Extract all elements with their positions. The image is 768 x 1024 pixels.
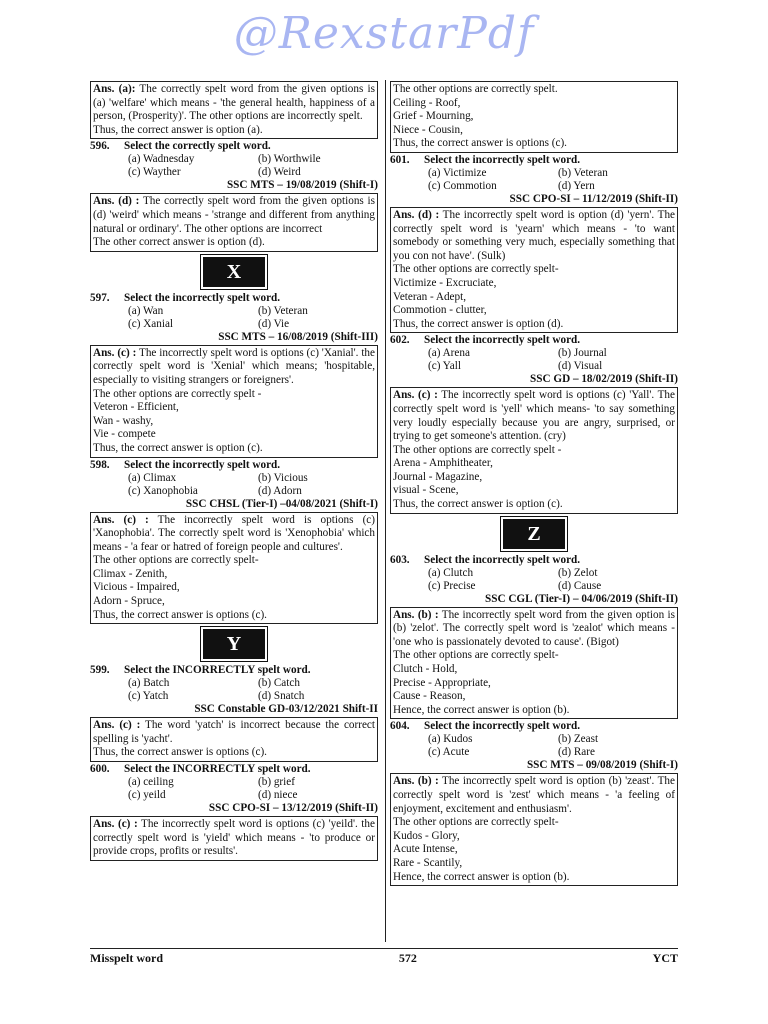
footer-chapter: Misspelt word [90, 951, 163, 965]
option-d[interactable]: (d) Rare [558, 746, 595, 759]
question-number: 602. [390, 334, 410, 347]
page-number: 572 [398, 951, 417, 965]
answer-line: Vicious - Impaired, [93, 581, 180, 594]
answer-601 [390, 207, 678, 333]
question-stem: Select the incorrectly spelt word. [124, 291, 281, 304]
answer-line: Rare - Scantily, [393, 856, 463, 869]
column-divider [385, 80, 386, 942]
answer-602 [390, 387, 678, 513]
answer-line: Precise - Appropriate, [393, 676, 491, 689]
option-c[interactable]: (c) Yatch [128, 690, 169, 703]
answer-line: The other options are correctly spelt - [393, 443, 562, 456]
answer-596 [90, 193, 378, 251]
question-603 [390, 554, 678, 606]
answer-598 [90, 512, 378, 625]
option-a[interactable]: (a) Wadnesday [128, 153, 195, 166]
answer-line: Clutch - Hold, [393, 663, 458, 676]
answer-line: Journal - Magazine, [393, 470, 483, 483]
answer-line: The other options are correctly spelt- [393, 649, 559, 662]
option-d[interactable]: (d) Yern [558, 179, 595, 192]
option-c[interactable]: (c) yeild [128, 789, 166, 802]
question-597 [90, 292, 378, 344]
answer-lead: Ans. (d) : [393, 208, 440, 221]
answer-line: Climax - Zenith, [93, 567, 168, 580]
section-letter-x: X [201, 255, 267, 289]
answer-line: Cause - Reason, [393, 690, 466, 703]
answer-line: Victimize - Excruciate, [393, 276, 497, 289]
question-stem: Select the incorrectly spelt word. [124, 458, 281, 471]
option-d[interactable]: (d) Snatch [258, 690, 305, 703]
answer-line: Vie - compete [93, 428, 156, 441]
option-c[interactable]: (c) Wayther [128, 166, 181, 179]
answer-line: Grief - Mourning, [393, 110, 474, 123]
question-source: SSC CPO-SI – 13/12/2019 (Shift-II) [208, 802, 378, 815]
question-source: SSC GD – 18/02/2019 (Shift-II) [530, 373, 678, 386]
section-letter-y: Y [201, 627, 267, 661]
question-source: SSC CPO-SI – 11/12/2019 (Shift-II) [509, 192, 678, 205]
question-number: 604. [390, 720, 410, 733]
question-stem: Select the incorrectly spelt word. [424, 720, 581, 733]
answer-body: The incorrectly spelt word from the given option is (b) 'zelot'. The correctly spelt word is 'zealot' which means - 'one who is passionately devoted to cause'. (Bigot) [393, 608, 675, 648]
question-stem: Select the incorrectly spelt word. [424, 553, 581, 566]
option-c[interactable]: (c) Acute [428, 746, 470, 759]
answer-line: visual - Scene, [393, 484, 459, 497]
answer-lead: Ans. (c) : [93, 818, 138, 831]
section-letter-z: Z [501, 517, 567, 551]
question-stem: Select the correctly spelt word. [124, 140, 271, 153]
question-source: SSC CGL (Tier-I) – 04/06/2019 (Shift-II) [485, 592, 678, 605]
answer-conclusion: Thus, the correct answer is option (c). [93, 441, 263, 454]
answer-lead: Ans. (c) : [393, 389, 438, 402]
option-b[interactable]: (b) Vicious [258, 471, 308, 484]
answer-conclusion: Thus, the correct answer is option (d). [393, 317, 564, 330]
question-number: 603. [390, 553, 410, 566]
option-c[interactable]: (c) Xanophobia [128, 484, 198, 497]
question-source: SSC CHSL (Tier-I) –04/08/2021 (Shift-I) [185, 497, 378, 510]
answer-conclusion: The other correct answer is option (d). [93, 236, 265, 249]
option-b[interactable]: (b) Catch [258, 677, 300, 690]
answer-body: The word 'yatch' is incorrect because the correct spelling is 'yacht'. [93, 719, 375, 745]
left-column [90, 80, 378, 862]
answer-line: Commotion - clutter, [393, 304, 487, 317]
option-a[interactable]: (a) Wan [128, 304, 164, 317]
question-stem: Select the INCORRECTLY spelt word. [124, 763, 311, 776]
option-a[interactable]: (a) Clutch [428, 566, 474, 579]
answer-line: Veteron - Efficient, [93, 401, 179, 414]
question-number: 596. [90, 140, 110, 153]
footer-publisher: YCT [652, 951, 678, 965]
answer-line: Veteran - Adept, [393, 290, 467, 303]
answer-conclusion: Thus, the correct answer is options (c). [93, 608, 267, 621]
option-d[interactable]: (d) Cause [558, 579, 602, 592]
option-a[interactable]: (a) ceiling [128, 776, 174, 789]
option-d[interactable]: (d) Visual [558, 360, 603, 373]
question-stem: Select the incorrectly spelt word. [424, 153, 581, 166]
option-b[interactable]: (b) Zeast [558, 733, 599, 746]
answer-body: The incorrectly spelt word is option (b) 'zeast'. The correctly spelt word is 'zest' which means - 'a feeling of enjoyment, excitement and enthusiasm'. [393, 775, 675, 815]
answer-604 [390, 773, 678, 886]
answer-body: The incorrectly spelt word is option (d) 'yern'. The correctly spelt word is 'yearn' which means - 'to want somebody or something very much, especially something that you con not have'. (Sulk) [393, 208, 675, 262]
option-a[interactable]: (a) Batch [128, 677, 170, 690]
option-b[interactable]: (b) Veteran [258, 304, 308, 317]
option-a[interactable]: (a) Victimize [428, 166, 487, 179]
answer-conclusion: Thus, the correct answer is options (c). [93, 746, 267, 759]
option-c[interactable]: (c) Yall [428, 360, 461, 373]
question-601 [390, 154, 678, 206]
question-600 [90, 763, 378, 815]
answer-line: Acute Intense, [393, 843, 458, 856]
question-number: 601. [390, 153, 410, 166]
page-footer [90, 948, 678, 966]
answer-lead: Ans. (c) : [93, 346, 137, 359]
answer-line: Arena - Amphitheater, [393, 457, 493, 470]
answer-599 [90, 717, 378, 762]
option-d[interactable]: (d) niece [258, 789, 298, 802]
answer-597 [90, 345, 378, 458]
question-number: 600. [90, 763, 110, 776]
answer-595 [90, 81, 378, 139]
answer-lead: Ans. (c) : [93, 513, 149, 526]
option-a[interactable]: (a) Kudos [428, 733, 473, 746]
question-source: SSC MTS – 16/08/2019 (Shift-III) [218, 330, 378, 343]
option-a[interactable]: (a) Climax [128, 471, 177, 484]
answer-lead: Ans. (b) : [393, 775, 439, 788]
answer-conclusion: Thus, the correct answer is option (a). [93, 123, 263, 136]
answer-lead: Ans. (c) : [93, 719, 141, 732]
option-d[interactable]: (d) Adorn [258, 484, 302, 497]
option-c[interactable]: (c) Precise [428, 579, 476, 592]
question-stem: Select the INCORRECTLY spelt word. [124, 664, 311, 677]
answer-body: The incorrectly spelt word is options (c) 'Xanial'. the correctly spelt word is 'Xenial' which means; 'hospitable, especially to visiting strangers or foreigners'. [93, 346, 375, 386]
answer-body: The incorrectly spelt word is options (c) 'Xanophobia'. The correctly spelt word is 'Xenophobia' which means - 'a fear or hatred of foreign people and cultures'. [93, 513, 375, 553]
question-source: SSC Constable GD-03/12/2021 Shift-II [194, 703, 378, 716]
option-b[interactable]: (b) Journal [558, 347, 607, 360]
answer-lead: Ans. (a): [93, 83, 136, 95]
answer-body: The correctly spelt word from the given options is (d) 'weird' which means - 'strange and different from anything natural or ordinary'. The other options are incorrect [93, 195, 375, 235]
question-number: 597. [90, 291, 110, 304]
answer-line: Kudos - Glory, [393, 829, 460, 842]
answer-line: The other options are correctly spelt- [393, 816, 559, 829]
right-column [390, 80, 678, 887]
answer-conclusion: Hence, the correct answer is option (b). [393, 703, 570, 716]
question-source: SSC MTS – 09/08/2019 (Shift-I) [526, 759, 678, 772]
question-source: SSC MTS – 19/08/2019 (Shift-I) [226, 179, 378, 192]
answer-conclusion: Thus, the correct answer is options (c). [393, 137, 567, 150]
option-b[interactable]: (b) Zelot [558, 566, 598, 579]
answer-line: The other options are correctly spelt. [393, 83, 558, 95]
answer-lead: Ans. (b) : [393, 608, 439, 621]
answer-line: The other options are correctly spelt- [93, 554, 259, 567]
answer-body: The incorrectly spelt word is options (c) 'Yall'. The correctly spelt word is 'yell' which means- 'to say something very loudly especially because you are angry, surprised, or trying to get someone's attention. (cry) [393, 389, 675, 443]
answer-line: Niece - Cousin, [393, 123, 463, 136]
option-b[interactable]: (b) Worthwile [258, 153, 321, 166]
answer-line: Adorn - Spruce, [93, 595, 165, 608]
watermark: @RexstarPdf [233, 8, 535, 59]
question-599 [90, 664, 378, 716]
question-604 [390, 720, 678, 772]
answer-conclusion: Hence, the correct answer is option (b). [393, 870, 570, 883]
option-c[interactable]: (c) Commotion [428, 179, 497, 192]
option-d[interactable]: (d) Weird [258, 166, 301, 179]
answer-603 [390, 607, 678, 720]
question-number: 599. [90, 664, 110, 677]
answer-line: Wan - washy, [93, 414, 154, 427]
answer-line: Ceiling - Roof, [393, 96, 461, 109]
option-b[interactable]: (b) Veteran [558, 166, 608, 179]
question-596 [90, 140, 378, 192]
option-b[interactable]: (b) grief [258, 776, 295, 789]
option-d[interactable]: (d) Vie [258, 317, 290, 330]
option-a[interactable]: (a) Arena [428, 347, 470, 360]
question-602 [390, 334, 678, 386]
answer-body: The incorrectly spelt word is options (c) 'yeild'. the correctly spelt word is 'yield' which means - 'to produce or provide crops, profits or results'. [93, 818, 375, 858]
answer-600-continued [390, 81, 678, 153]
question-number: 598. [90, 458, 110, 471]
question-stem: Select the incorrectly spelt word. [424, 334, 581, 347]
answer-body: The correctly spelt word from the given options is (a) 'welfare' which means - 'the general health, happiness of a person, (Prosperity)'. The other options are incorrectly spelt. [93, 83, 375, 123]
answer-conclusion: Thus, the correct answer is option (c). [393, 498, 563, 511]
answer-600 [90, 816, 378, 861]
option-c[interactable]: (c) Xanial [128, 317, 174, 330]
answer-line: The other options are correctly spelt - [93, 387, 262, 400]
answer-lead: Ans. (d) : [93, 195, 140, 208]
question-598 [90, 459, 378, 511]
answer-line: The other options are correctly spelt- [393, 263, 559, 276]
